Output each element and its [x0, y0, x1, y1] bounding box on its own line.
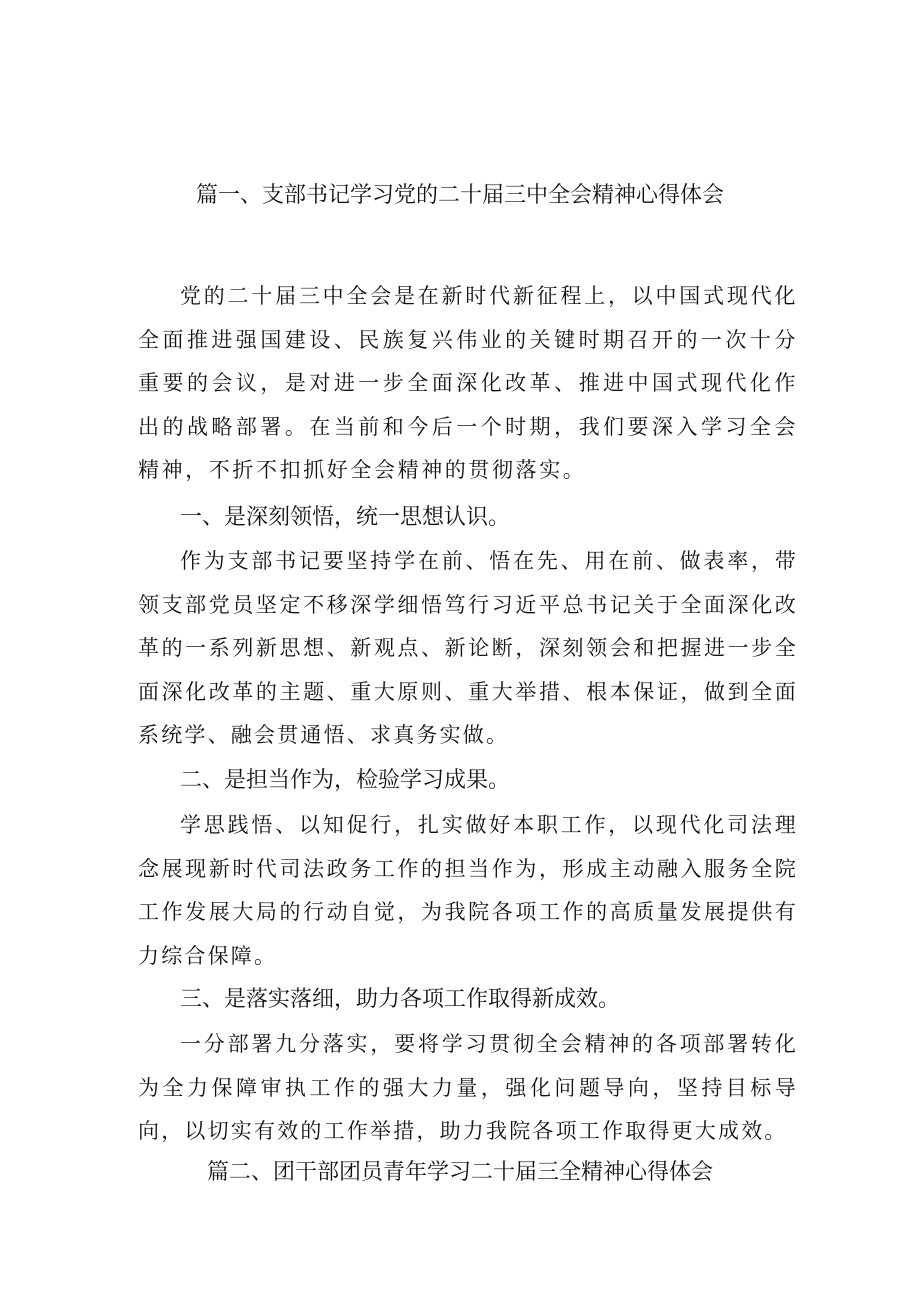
article-title-2: 篇二、团干部团员青年学习二十届三全精神心得体会	[206, 1160, 713, 1185]
section-heading-3: 三、是落实落细，助力各项工作取得新成效。	[180, 987, 621, 1012]
paragraph-section-1: 作为支部书记要坚持学在前、悟在先、用在前、做表率，带领支部党员坚定不移深学细悟笃行习近平总书记关于全面深化改革的一系列新思想、新观点、新论断，深刻领会和把握进一步全面深化改革的主题、重大原则、重大举措、根本保证，做到全面系统学、融会贯通悟、求真务实做。	[138, 549, 798, 748]
paragraph-section-2: 学思践悟、以知促行，扎实做好本职工作，以现代化司法理念展现新时代司法政务工作的担当作为，形成主动融入服务全院工作发展大局的行动自觉，为我院各项工作的高质量发展提供有力综合保障。	[138, 813, 798, 968]
article-title-1: 篇一、支部书记学习党的二十届三中全会精神心得体会	[195, 183, 724, 208]
section-heading-2: 二、是担当作为，检验学习成果。	[180, 768, 511, 793]
paragraph-intro: 党的二十届三中全会是在新时代新征程上，以中国式现代化全面推进强国建设、民族复兴伟业的关键时期召开的一次十分重要的会议，是对进一步全面深化改革、推进中国式现代化作出的战略部署。在当前和今后一个时期，我们要深入学习全会精神，不折不扣抓好全会精神的贯彻落实。	[138, 284, 798, 483]
section-heading-1: 一、是深刻领悟，统一思想认识。	[180, 505, 511, 530]
paragraph-section-3: 一分部署九分落实，要将学习贯彻全会精神的各项部署转化为全力保障审执工作的强大力量，强化问题导向，坚持目标导向，以切实有效的工作举措，助力我院各项工作取得更大成效。	[138, 1032, 798, 1144]
